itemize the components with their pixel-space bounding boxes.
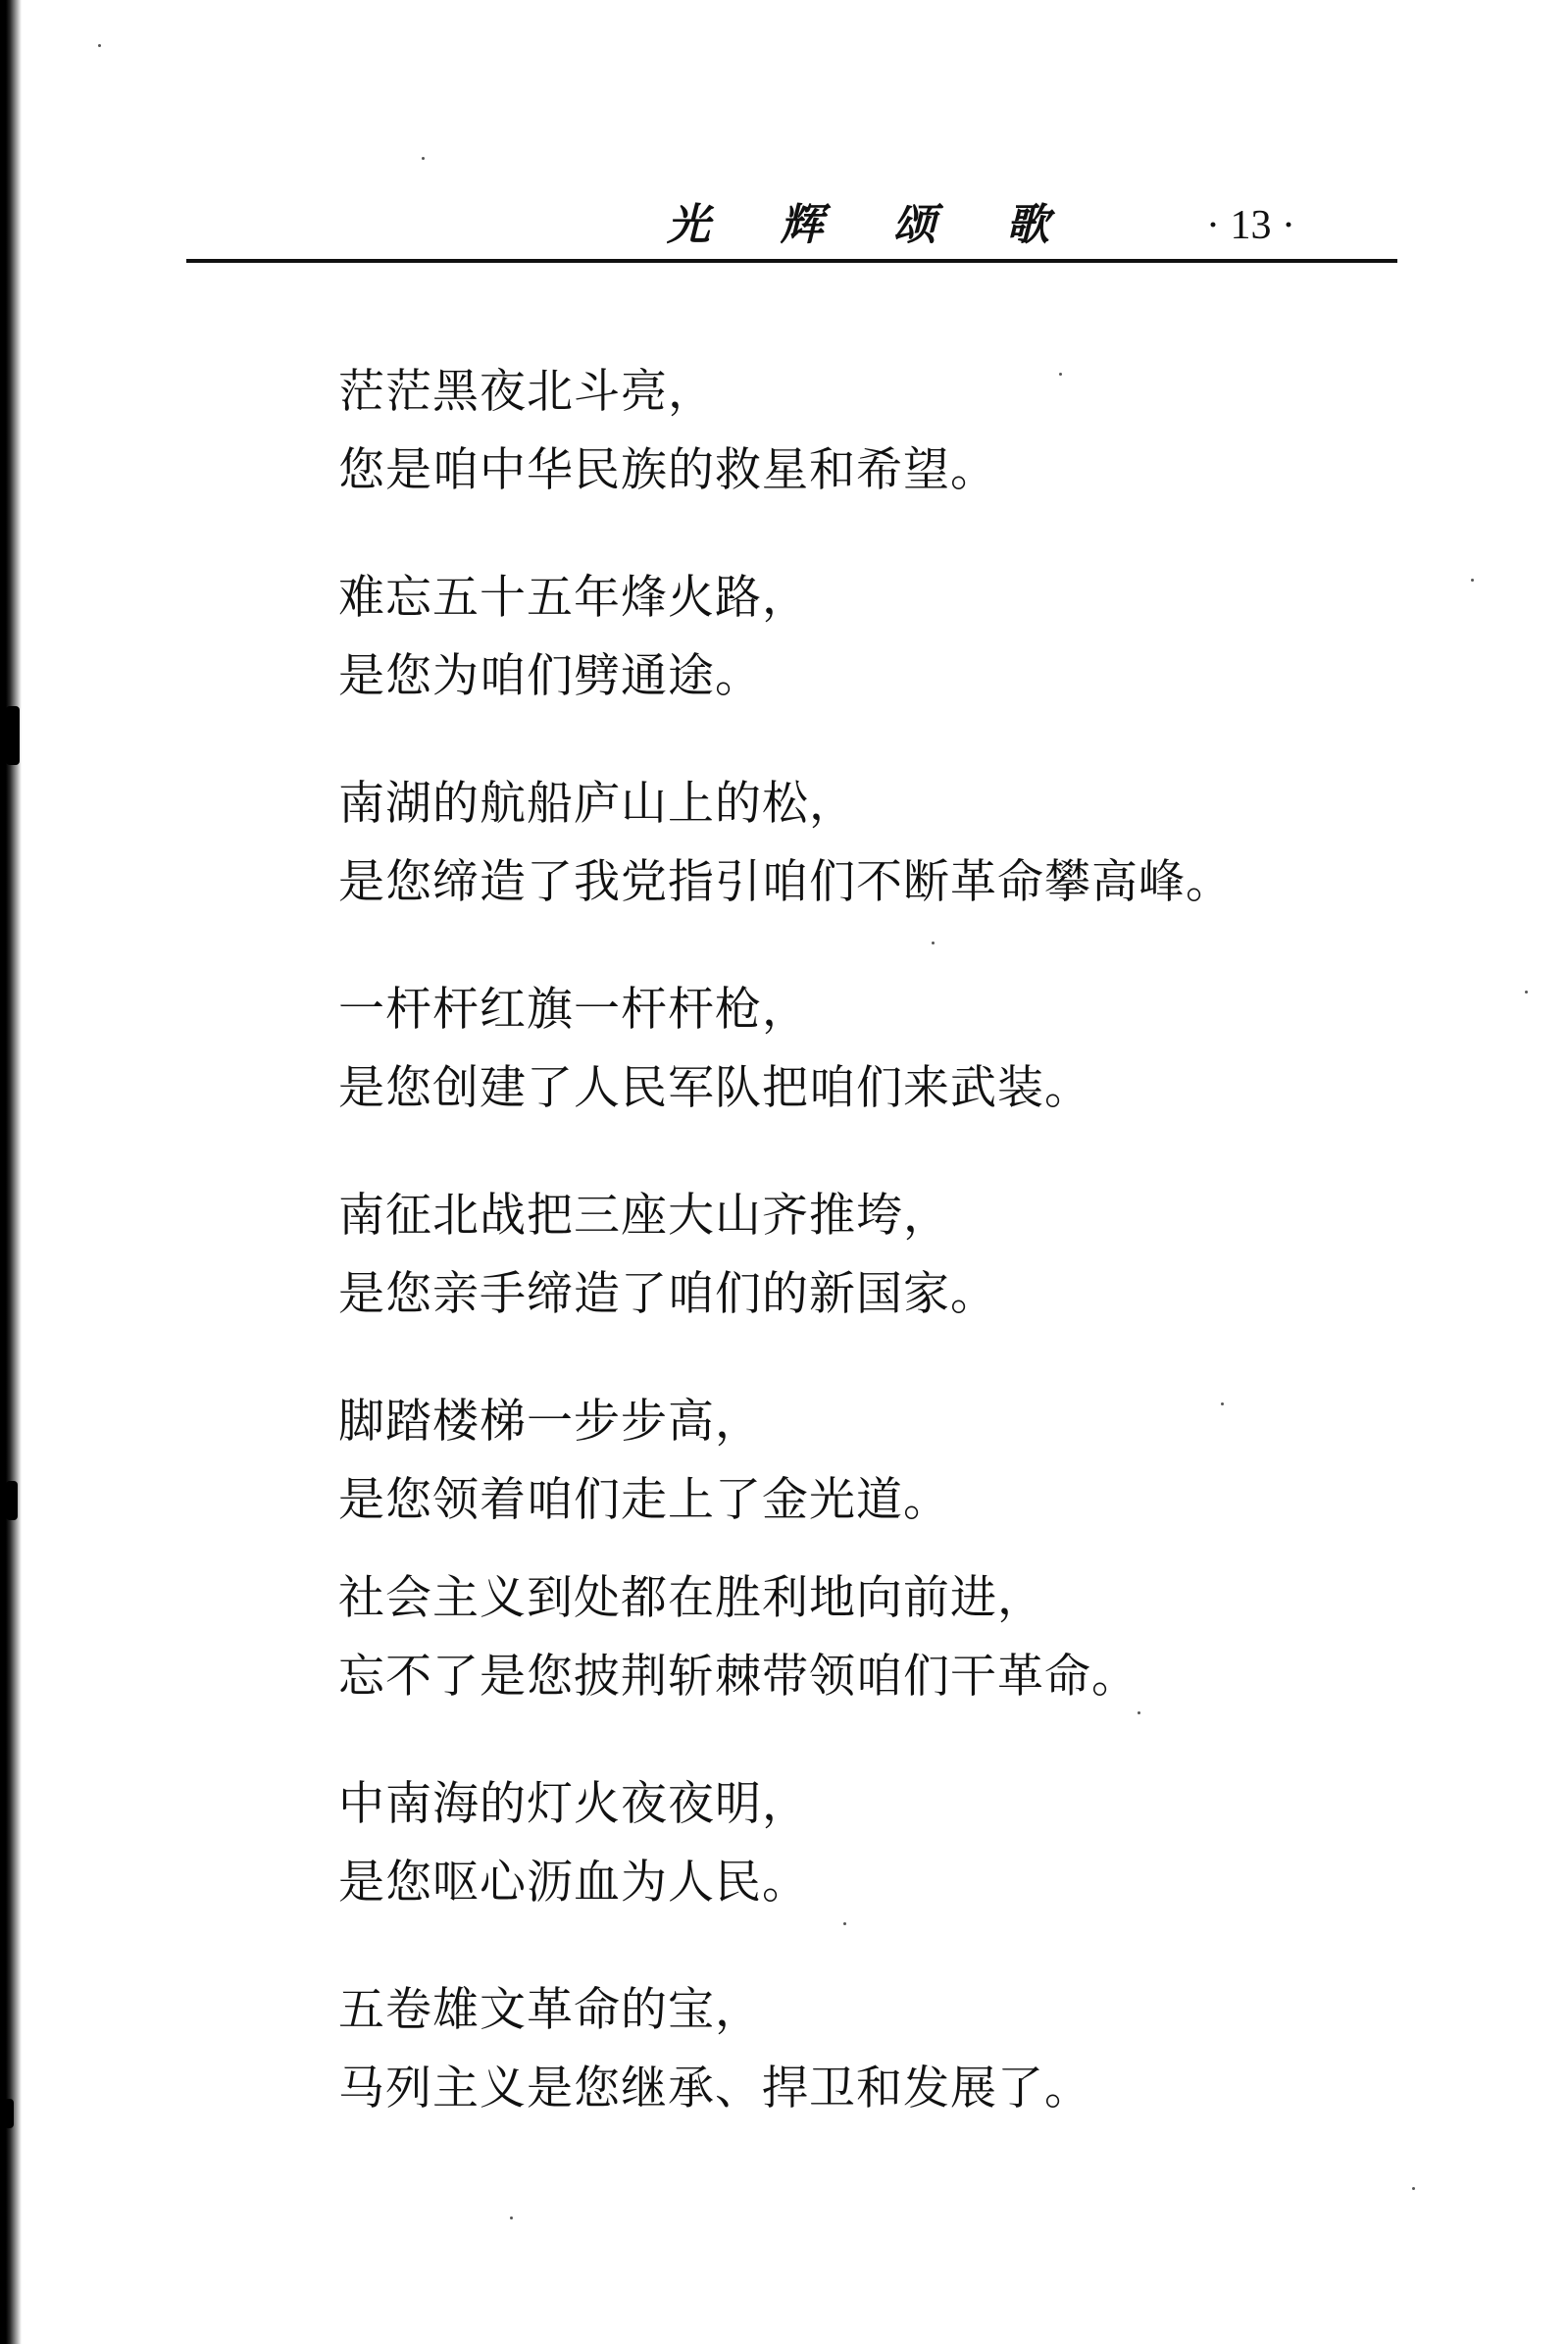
poem-line: 一杆杆红旗一杆杆枪， xyxy=(338,983,809,1037)
poem-body xyxy=(338,353,1495,2128)
scan-speck xyxy=(1059,373,1062,376)
scan-speck xyxy=(422,157,425,160)
poem-line: 社会主义到处都在胜利地向前进， xyxy=(338,1571,1044,1625)
scan-speck xyxy=(1471,579,1474,582)
stanza xyxy=(338,765,1495,922)
scan-speck xyxy=(510,2217,513,2219)
running-title: 光 辉 颂 歌 xyxy=(667,200,1077,250)
poem-line: 五卷雄文革命的宝， xyxy=(338,1983,762,2037)
scan-edge-shadow xyxy=(0,0,22,2344)
stanza xyxy=(338,1383,1495,1540)
scan-edge-mark xyxy=(6,1481,18,1520)
stanza xyxy=(338,1559,1495,1716)
stanza xyxy=(338,353,1495,510)
scan-speck xyxy=(1412,2187,1415,2190)
poem-line: 是您领着咱们走上了金光道。 xyxy=(338,1473,950,1527)
page-number: · 13 · xyxy=(1206,203,1295,248)
page-header xyxy=(186,196,1397,265)
header-rule xyxy=(186,259,1397,263)
stanza xyxy=(338,1971,1495,2128)
scan-speck xyxy=(843,1922,846,1925)
scan-edge-mark xyxy=(6,706,20,765)
scan-speck xyxy=(98,44,101,47)
stanza xyxy=(338,1765,1495,1922)
poem-line: 是您缔造了我党指引咱们不断革命攀高峰。 xyxy=(338,855,1233,909)
scan-edge-mark xyxy=(4,2099,14,2128)
scan-speck xyxy=(1221,1402,1224,1405)
poem-line: 是您创建了人民军队把咱们来武装。 xyxy=(338,1061,1091,1115)
poem-line: 南湖的航船庐山上的松， xyxy=(338,777,856,831)
poem-line: 您是咱中华民族的救星和希望。 xyxy=(338,443,997,497)
stanza xyxy=(338,559,1495,716)
scan-speck xyxy=(1525,991,1528,994)
poem-line: 茫茫黑夜北斗亮， xyxy=(338,365,715,419)
poem-line: 南征北战把三座大山齐推垮， xyxy=(338,1189,950,1243)
poem-line: 忘不了是您披荆斩棘带领咱们干革命。 xyxy=(338,1650,1138,1704)
scan-speck xyxy=(1138,1711,1140,1714)
poem-line: 中南海的灯火夜夜明， xyxy=(338,1777,809,1831)
scan-speck xyxy=(932,942,935,944)
poem-line: 脚踏楼梯一步步高， xyxy=(338,1395,762,1449)
poem-line: 是您呕心沥血为人民。 xyxy=(338,1856,809,1910)
poem-line: 是您亲手缔造了咱们的新国家。 xyxy=(338,1267,997,1321)
poem-line: 马列主义是您继承、捍卫和发展了。 xyxy=(338,2062,1091,2115)
stanza xyxy=(338,1177,1495,1334)
poem-line: 难忘五十五年烽火路， xyxy=(338,571,809,625)
stanza xyxy=(338,971,1495,1128)
poem-line: 是您为咱们劈通途。 xyxy=(338,649,762,703)
